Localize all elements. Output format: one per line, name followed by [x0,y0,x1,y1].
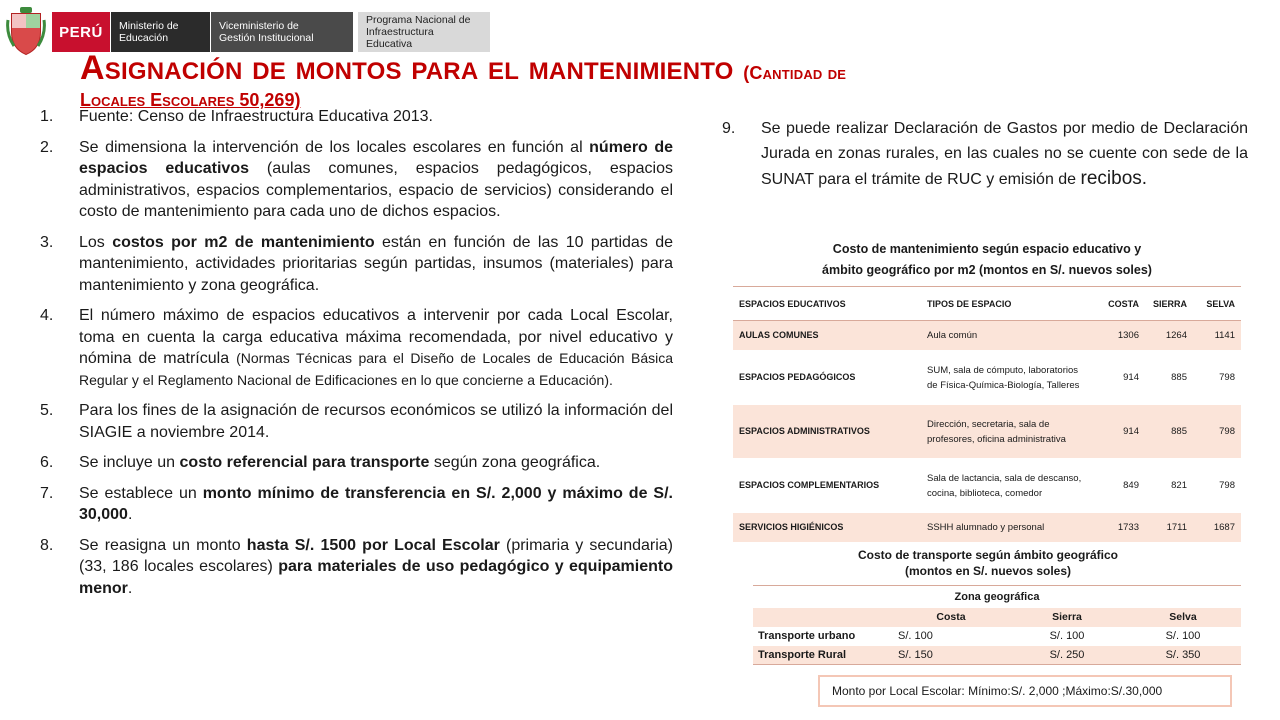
item-text [79,305,673,391]
table-row [733,513,1241,543]
logo-programa [357,12,490,52]
list-item [40,137,673,223]
cell: 1306 [1097,321,1145,351]
list-item [40,232,673,297]
table-header-row [753,608,1241,627]
item-number: 3. [40,233,54,251]
cell: S/. 250 [1009,646,1125,665]
cell: SSHH alumnado y personal [921,513,1097,543]
item-text-run: Fuente: Censo de Infraestructura Educativa 2013. [79,108,433,125]
row-category: AULAS COMUNES [733,321,921,351]
item-number: 1. [40,108,54,125]
row-category: ESPACIOS ADMINISTRATIVOS [733,405,921,459]
col-header: Selva [1125,608,1241,627]
zona-header: Zona geográfica [753,586,1241,608]
item-text [79,137,673,223]
cell: S/. 100 [1165,630,1201,642]
cell: Aula común [921,321,1097,351]
table-row [733,321,1241,351]
item-text [761,116,1248,192]
caption-line: ámbito geográfico por m2 (montos en S/. nuevos soles) [822,263,1152,277]
col-header: ESPACIOS EDUCATIVOS [733,287,921,321]
cell: 1711 [1145,513,1193,543]
summary-min: S/. 2,000 ; [1010,684,1066,698]
cell: 1264 [1145,321,1193,351]
left-numbered-list [40,106,673,608]
item-text-run: . [127,579,133,597]
maintenance-cost-table [733,286,1241,543]
cell: 914 [1097,405,1145,459]
item-text-bold: número de espacios educativos [79,138,673,177]
cell: 885 [1145,405,1193,459]
row-category: ESPACIOS PEDAGÓGICOS [733,351,921,405]
table-header-row [733,287,1241,321]
cell: 798 [1193,351,1241,405]
cell: 914 [1097,351,1145,405]
item-text-run: Se reasigna un monto [79,536,247,554]
item-text-run: están en función de las 10 partidas de mantenimiento, actividades prioritarias según partidas, insumos (materiales) para mantenimiento y zona geográfica. [79,233,674,294]
table-row [733,405,1241,459]
logo-line: Viceministerio de [219,20,299,32]
list-item [40,106,673,128]
item-number: 2. [40,138,54,156]
summary-max: S/.30,000 [1110,684,1163,698]
peru-logo: PERÚ [52,12,110,52]
caption-line: Costo de transporte según ámbito geográfico [857,548,1119,562]
table-row [753,646,1241,665]
item-text-run: Para los fines de la asignación de recursos económicos se utilizó la información del SIAGIE a noviembre 2014. [79,402,673,441]
row-category: ESPACIOS COMPLEMENTARIOS [733,459,921,513]
summary-max-label: Máximo: [1065,684,1111,698]
row-label: Transporte urbano [758,630,856,642]
cell: 798 [1193,405,1241,459]
table-row [753,627,1241,646]
list-item [40,452,673,474]
logo-line: Ministerio de [119,20,179,32]
item-text [79,232,673,297]
item-text-run: (Normas Técnicas para el Diseño de Locales de Educación Básica Regular y el Reglamento Nacional de Edificaciones en lo que concierne a Educación). [79,350,673,388]
coat-of-arms-icon [6,6,46,56]
logo-ministerio [110,12,210,52]
cell: 849 [1097,459,1145,513]
caption-line: (montos en S/. nuevos soles) [904,564,1072,578]
item-text [79,452,673,474]
item-number: 5. [40,402,54,419]
cell: Sala de lactancia, sala de descanso, cocina, biblioteca, comedor [921,459,1097,513]
logo-line: Programa Nacional de [366,14,471,26]
item-text [79,400,673,443]
col-header: SELVA [1193,287,1241,321]
item-text-run: (aulas comunes, espacios pedagógicos, espacios administrativos, espacios complementarios, espacio de servicios) considerando el costo de mantenimiento para cada uno de dichos espacios. [79,160,674,220]
item-text-run: según zona geográfica. [429,454,601,471]
item-text-run: Se incluye un [79,454,180,471]
item-number: 8. [40,536,54,554]
cell: SUM, sala de cómputo, laboratorios de Física-Química-Biología, Talleres [921,351,1097,405]
item-number: 9. [722,120,736,137]
item-text-run: Los [79,233,113,251]
cell: 1733 [1097,513,1145,543]
item-number: 7. [40,484,54,502]
item-text-bold: costo referencial para transporte [179,454,430,471]
cell: S/. 150 [893,646,1009,665]
item-text-run: (primaria y secundaria) (33, 186 locales escolares) [79,536,673,575]
item-number: 4. [40,307,54,324]
item-text-run: Se establece un [79,484,203,502]
item-text-bold: costos por m2 de mantenimiento [112,233,375,251]
item-text-run: Se dimensiona la intervención de los locales escolares en función al [79,138,590,156]
summary-box [818,675,1232,707]
col-header: COSTA [1097,287,1145,321]
cell: S/. 350 [1125,646,1241,665]
summary-label: Monto por Local Escolar: Mínimo: [832,684,1011,698]
cell: 1141 [1193,321,1241,351]
item-text-run: . [127,506,133,523]
col-header: Costa [893,608,1009,627]
transport-cost-table [753,585,1241,665]
caption-line: Costo de mantenimiento según espacio educativo y [832,242,1142,256]
title-line2: Locales Escolares 50,269) [80,90,301,110]
item-text [79,106,673,128]
list-item [40,400,673,443]
title-main: Asignación de montos para el mantenimiento [80,49,734,87]
list-item-9 [722,116,1248,192]
logo-line: Infraestructura Educativa [366,26,434,50]
item-text-body: Se puede realizar Declaración de Gastos por medio de Declaración Jurada en zonas rurales, en las cuales no se cuente con sede de la SUNAT para el trámite de RUC y emisión de [761,120,1248,188]
cell: 885 [1145,351,1193,405]
list-item [40,305,673,391]
logo-line: Educación [119,32,169,44]
item-text [79,535,673,600]
logo-line: Gestión Institucional [219,32,314,44]
item-number: 6. [40,454,54,471]
cell: Dirección, secretaria, sala de profesores, oficina administrativa [921,405,1097,459]
cell: 1687 [1193,513,1241,543]
list-item [40,535,673,600]
title-sub: (Cantidad de [743,63,847,83]
table-row [733,351,1241,405]
item-text [79,483,673,526]
col-header: Sierra [1009,608,1125,627]
col-header: TIPOS DE ESPACIO [921,287,1097,321]
item-text-bold: para materiales de uso pedagógico y equipamiento menor [79,558,673,597]
transport-table-caption [735,547,1241,579]
cell: 798 [1193,459,1241,513]
item-text-emphasis: recibos. [1080,168,1148,189]
col-header: SIERRA [1145,287,1193,321]
cell: 821 [1145,459,1193,513]
maintenance-table-caption [733,239,1241,281]
government-logo-strip [52,12,490,52]
empty-header [753,608,893,627]
list-item [40,483,673,526]
item-text-run: El número máximo de espacios educativos a intervenir por cada Local Escolar, toma en cuenta la carga educativa máxima recomendada, por nivel educativo y nómina de matrícula [79,307,673,367]
cell: S/. 100 [1049,630,1085,642]
page-title [80,49,1260,111]
item-text-bold: monto mínimo de transferencia en S/. 2,000 y máximo de S/. 30,000 [79,484,673,523]
row-label: Transporte Rural [753,646,893,665]
item-text-bold: hasta S/. 1500 por Local Escolar [246,536,500,554]
cell: S/. 100 [898,630,933,642]
row-category: SERVICIOS HIGIÉNICOS [733,513,921,543]
logo-viceministerio [210,12,353,52]
table-row [733,459,1241,513]
